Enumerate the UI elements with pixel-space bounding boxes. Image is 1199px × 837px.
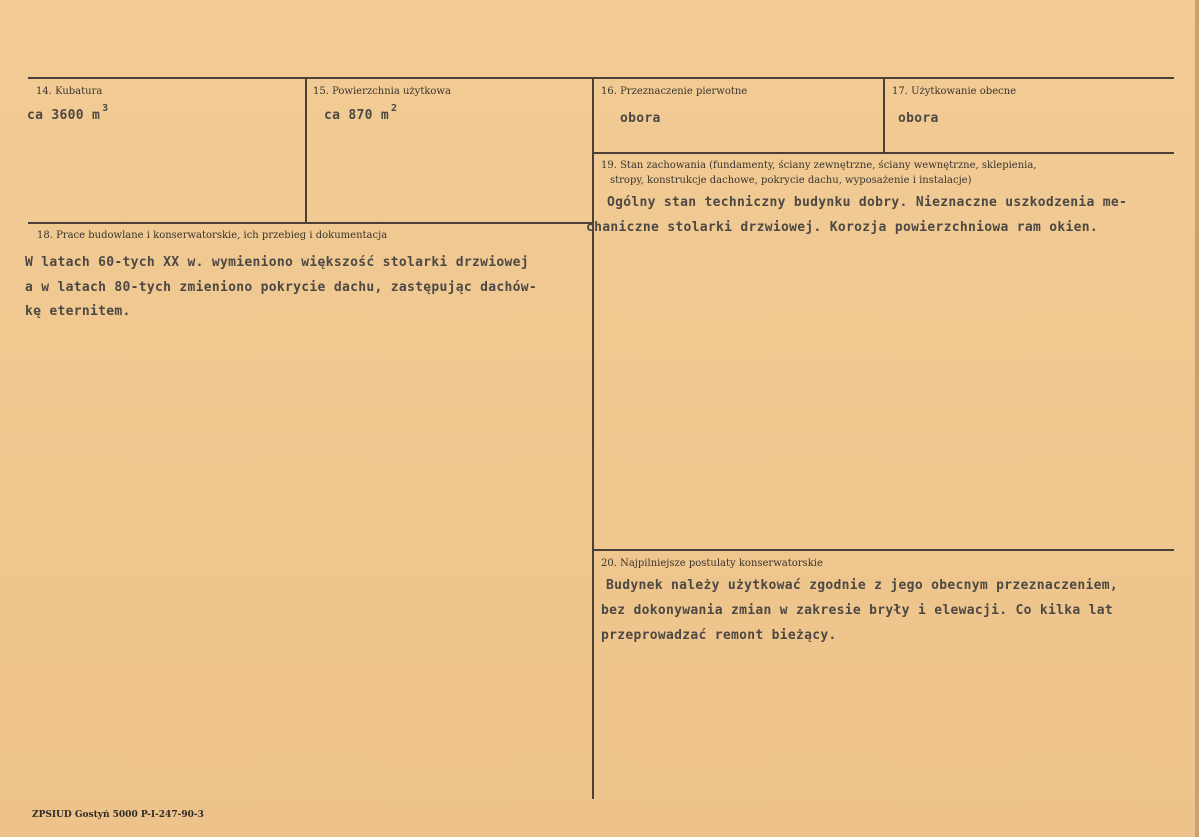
field-19-line-2: chaniczne stolarki drzwiowej. Korozja powierzchniowa ram okien. [586, 220, 1098, 235]
printer-imprint: ZPSIUD Gostyń 5000 P-I-247-90-3 [32, 810, 204, 820]
field-14-value [27, 103, 109, 123]
rule-below-14-15 [28, 222, 594, 224]
field-19-label-line-2: stropy, konstrukcje dachowe, pokrycie dachu, wyposażenie i instalacje) [610, 175, 972, 186]
rule-above-20 [592, 549, 1174, 551]
field-20-line-1: Budynek należy użytkować zgodnie z jego obecnym przeznaczeniem, [606, 578, 1118, 593]
field-14-value-text: ca 3600 m [27, 108, 101, 123]
rule-below-16-17 [592, 152, 1174, 154]
field-18-line-3: kę eternitem. [25, 304, 131, 319]
field-18-line-2: a w latach 80-tych zmieniono pokrycie dachu, zastępując dachów- [25, 280, 537, 295]
field-17-value: obora [898, 111, 939, 126]
field-20-line-2: bez dokonywania zmian w zakresie bryły i elewacji. Co kilka lat [601, 603, 1113, 618]
divider-14-15 [305, 77, 307, 223]
field-19-label-line-1: 19. Stan zachowania (fundamenty, ściany zewnętrzne, ściany wewnętrzne, sklepienia, [601, 160, 1037, 171]
field-16-label: 16. Przeznaczenie pierwotne [601, 86, 748, 97]
field-17-label: 17. Użytkowanie obecne [892, 86, 1017, 97]
field-18-label: 18. Prace budowlane i konserwatorskie, ich przebieg i dokumentacja [37, 230, 388, 241]
top-rule [28, 77, 1174, 79]
field-16-value: obora [620, 111, 661, 126]
card-edge [1195, 0, 1199, 837]
field-15-value [324, 103, 398, 123]
field-18-line-1: W latach 60-tych XX w. wymieniono większość stolarki drzwiowej [25, 255, 529, 270]
field-14-unit-sup: 3 [102, 103, 109, 114]
divider-15-16 [592, 77, 594, 799]
field-14-label: 14. Kubatura [36, 86, 103, 97]
field-15-unit-sup: 2 [391, 103, 398, 114]
divider-16-17 [883, 77, 885, 153]
field-15-value-text: ca 870 m [324, 108, 390, 123]
field-15-label: 15. Powierzchnia użytkowa [313, 86, 451, 97]
field-19-line-1: Ogólny stan techniczny budynku dobry. Nieznaczne uszkodzenia me- [607, 195, 1128, 210]
field-20-line-3: przeprowadzać remont bieżący. [601, 628, 837, 643]
field-20-label: 20. Najpilniejsze postulaty konserwatorskie [601, 558, 823, 569]
